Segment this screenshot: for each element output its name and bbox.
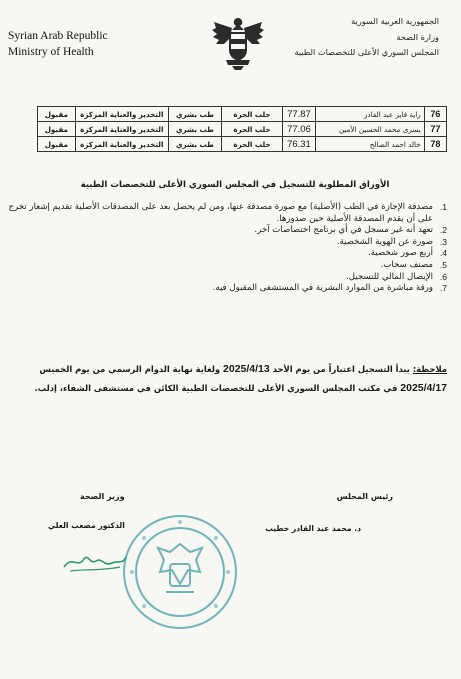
requirements-title: الأوراق المطلوبة للتسجيل في المجلس السوري الأعلى للتخصصات الطبية — [80, 180, 390, 190]
list-item — [7, 283, 447, 295]
header-english — [8, 28, 108, 60]
candidate-subspecialty: التخدير والعناية المركزة — [75, 107, 168, 122]
candidate-subspecialty: التخدير والعناية المركزة — [75, 122, 168, 137]
candidate-specialty: طب بشري — [168, 107, 221, 122]
eagle-emblem-icon — [210, 14, 266, 76]
list-item — [7, 225, 447, 237]
note-start-date: 2025/4/13 — [223, 363, 270, 375]
candidate-name: يسرى محمد الحسين الأمين — [316, 122, 425, 137]
header-ar-country: الجمهورية العربية السورية — [351, 16, 439, 26]
minister-title: وزير الصحة — [80, 492, 125, 501]
list-item-number: 5. — [439, 259, 447, 270]
candidate-score: 77.87 — [282, 107, 315, 122]
list-item — [7, 202, 447, 225]
note-part-2: ولغاية نهاية الدوام الرسمي من يوم الخميس — [39, 364, 221, 374]
list-item — [7, 260, 447, 272]
header-en-country: Syrian Arab Republic — [8, 30, 108, 42]
row-number: 77 — [424, 122, 446, 137]
minister-signature-icon — [60, 545, 130, 575]
results-table — [37, 106, 447, 152]
table-row — [38, 137, 447, 152]
header-arabic — [264, 14, 439, 61]
list-item-number: 1. — [439, 202, 447, 212]
note-label: ملاحظة: — [412, 364, 447, 374]
candidate-city: حلب الحرة — [222, 122, 283, 137]
note-part-3: في مكتب المجلس السوري الأعلى للتخصصات الطبية الكائن في مستشفى الشفاء، إدلب. — [34, 383, 398, 393]
list-item-number: 6. — [439, 271, 447, 282]
list-item-text: ورقة مباشرة من الموارد البشرية في المستشفى المقبول فيه. — [212, 283, 433, 294]
header-ar-council: المجلس السوري الأعلى للتخصصات الطبية — [294, 47, 439, 57]
list-item-number: 2. — [439, 225, 447, 236]
candidate-specialty: طب بشري — [168, 137, 221, 152]
list-item-text: أربع صور شخصية. — [368, 248, 433, 259]
candidate-city: حلب الحرة — [222, 137, 283, 152]
table-row — [38, 122, 447, 137]
table-row — [38, 107, 447, 122]
list-item — [7, 272, 447, 284]
minister-name: الدكتور مصعب العلي — [48, 521, 125, 530]
header-ar-ministry: وزارة الصحة — [396, 31, 439, 42]
council-president-name: د. محمد عبد القادر خطيب — [265, 524, 361, 533]
list-item-text: مصدقة الإجازة في الطب (الأصلية) مع صورة مصدقة عنها، ومن لم يحصل بعد على المصدقات الأصلية تقديم إشعار تخرج على أن يقدم المصدقة الأصلية حين صدورها. — [8, 202, 433, 224]
list-item-text: مصنف سحاب. — [380, 259, 433, 270]
list-item — [7, 237, 447, 249]
candidate-status: مقبول — [38, 122, 76, 137]
list-item-number: 4. — [439, 248, 447, 259]
note-part-1: يبدأ التسجيل اعتباراً من يوم الأحد — [272, 364, 410, 374]
candidate-score: 76.31 — [282, 137, 315, 152]
list-item — [7, 248, 447, 260]
list-item-text: صورة عن الهوية الشخصية. — [336, 236, 433, 247]
candidate-specialty: طب بشري — [168, 122, 221, 137]
council-president-title: رئيس المجلس — [336, 492, 393, 501]
candidate-name: خالد احمد الصالح — [316, 137, 425, 152]
candidate-score: 77.06 — [282, 122, 315, 137]
list-item-number: 7. — [439, 283, 447, 294]
row-number: 76 — [424, 107, 446, 122]
list-item-text: الإيصال المالي للتسجيل. — [346, 271, 433, 282]
list-item-number: 3. — [439, 236, 447, 247]
candidate-name: راية فايز عبد القادر — [316, 107, 425, 122]
candidate-status: مقبول — [38, 137, 76, 152]
candidate-status: مقبول — [38, 107, 76, 122]
candidate-subspecialty: التخدير والعناية المركزة — [75, 137, 168, 152]
note-end-date: 2025/4/17 — [400, 382, 447, 394]
registration-note — [7, 360, 447, 398]
candidate-city: حلب الحرة — [222, 107, 283, 122]
header-en-ministry: Ministry of Health — [8, 46, 94, 58]
row-number: 78 — [424, 137, 446, 152]
requirements-list — [7, 202, 447, 295]
list-item-text: تعهد أنه غير مسجل في أي برنامج اختصاصات آخر. — [254, 225, 433, 236]
ministry-stamp-icon — [120, 512, 240, 632]
